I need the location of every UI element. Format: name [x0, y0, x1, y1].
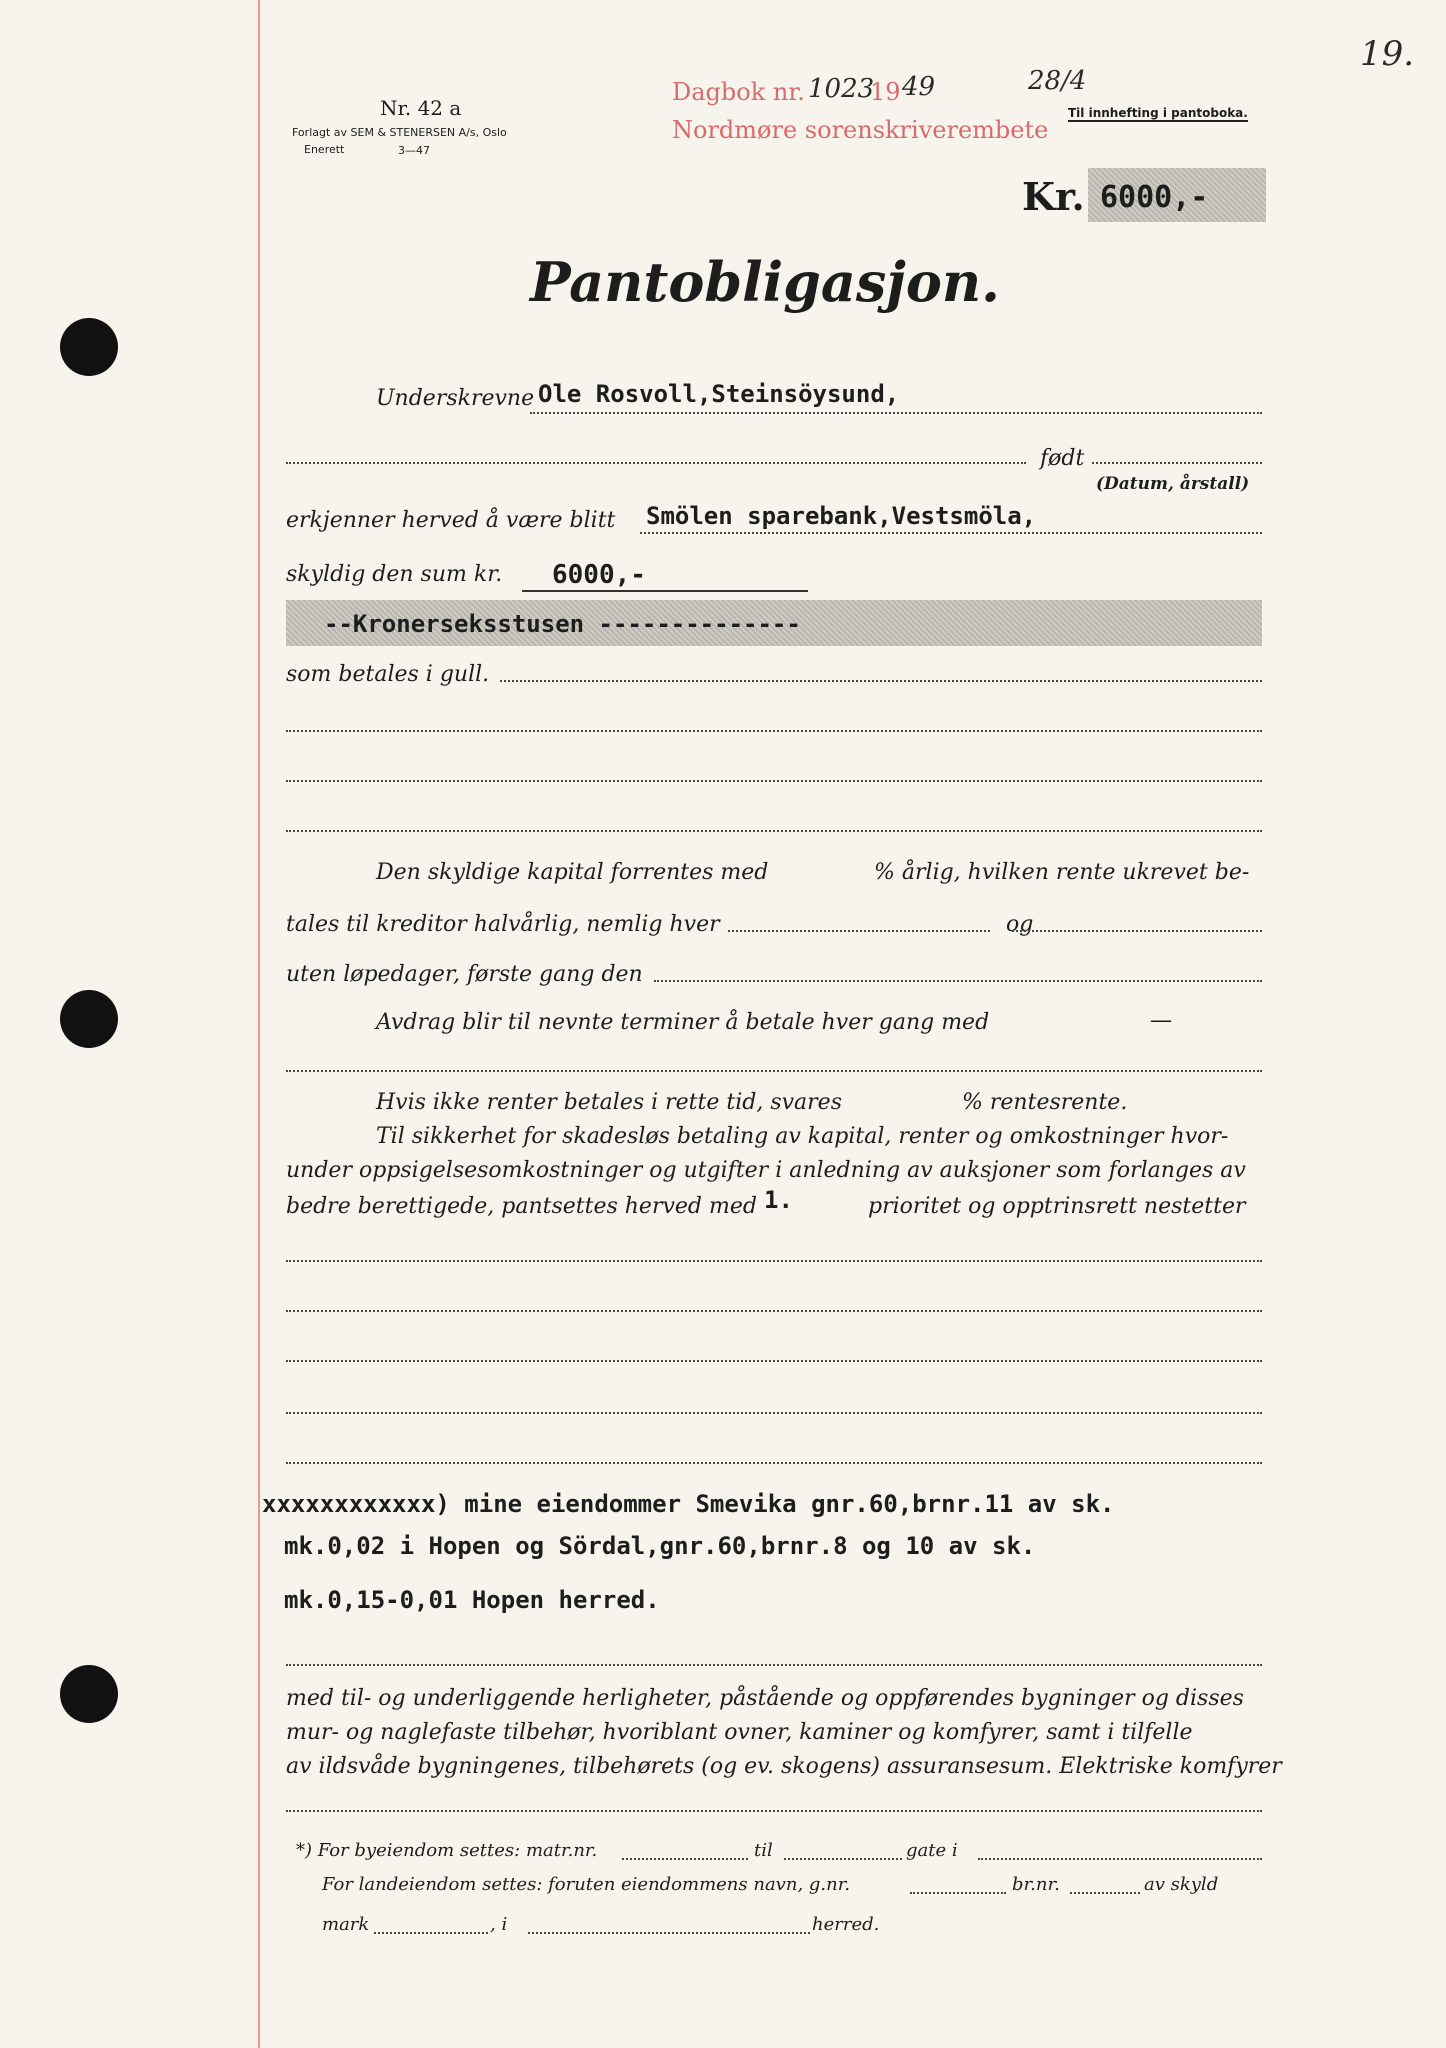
dotted-line [500, 680, 1262, 682]
rente-text: Den skyldige kapital forrentes med [376, 860, 769, 885]
sikkerhet-line-3b: prioritet og opptrinsrett nestetter [868, 1194, 1246, 1219]
dotted-line [978, 1858, 1262, 1860]
rentesrente-text: % rentesrente. [962, 1090, 1128, 1115]
og-text: og [1006, 912, 1034, 937]
publisher-enerett: Enerett [304, 143, 345, 156]
dotted-line [784, 1858, 902, 1860]
herlighet-line-2: mur- og naglefaste tilbehør, hvoriblant ovner, kaminer og komfyrer, samt i tilfelle [286, 1720, 1193, 1745]
dotted-line [286, 1310, 1262, 1312]
dotted-line [286, 1664, 1262, 1666]
dotted-line [1070, 1892, 1140, 1894]
halvarlig-text: tales til kreditor halvårlig, nemlig hver [286, 912, 720, 937]
dotted-line [728, 930, 990, 932]
footnote-line-1a: *) For byeiendom settes: matr.nr. [296, 1840, 598, 1861]
form-number: Nr. 42 a [380, 96, 462, 120]
fodt-label: født [1040, 446, 1085, 471]
skyldig-amount: 6000,- [552, 560, 646, 590]
dotted-line [374, 1932, 488, 1934]
avdrag-text: Avdrag blir til nevnte terminer å betale hver gang med [376, 1010, 990, 1035]
dotted-line [286, 1070, 1262, 1072]
dotted-line [286, 1462, 1262, 1464]
office-stamp: Nordmøre sorenskriverembete [672, 116, 1049, 144]
punch-hole-bottom [60, 1665, 118, 1723]
lopedager-text: uten løpedager, første gang den [286, 962, 643, 987]
herlighet-line-1: med til- og underliggende herligheter, påstående og oppførendes bygninger og disses [286, 1686, 1244, 1711]
dotted-line [286, 830, 1262, 832]
sikkerhet-line-1: Til sikkerhet for skadesløs betaling av kapital, renter og omkostninger hvor- [376, 1124, 1229, 1149]
margin-line [258, 0, 260, 2048]
year-printed: 19 [870, 78, 901, 106]
underskrevne-label: Underskrevne [376, 386, 535, 411]
footnote-line-3c: herred. [812, 1914, 880, 1935]
dotted-line [640, 532, 1262, 534]
publisher-line: Forlagt av SEM & STENERSEN A/s, Oslo [292, 126, 507, 139]
publisher-date: 3—47 [398, 144, 430, 157]
dotted-line [528, 1932, 810, 1934]
amount-underline [522, 590, 808, 592]
erkjenner-label: erkjenner herved å være blitt [286, 508, 616, 533]
dotted-line [286, 730, 1262, 732]
herlighet-line-3: av ildsvåde bygningenes, tilbehørets (og ev. skogens) assuransesum. Elektriske komfyrer [286, 1754, 1282, 1779]
dotted-line [286, 1260, 1262, 1262]
gull-label: som betales i gull. [286, 662, 490, 687]
dotted-line [286, 780, 1262, 782]
avdrag-value: — [1150, 1008, 1172, 1033]
dotted-line [910, 1892, 1006, 1894]
dotted-line [622, 1858, 748, 1860]
datum-label: (Datum, årstall) [1096, 474, 1250, 494]
dotted-line [1092, 462, 1262, 464]
dotted-line [286, 462, 1026, 464]
underskrevne-value: Ole Rosvoll,Steinsöysund, [538, 380, 900, 408]
rente-text-b: % årlig, hvilken rente ukrevet be- [874, 860, 1250, 885]
dagbok-label: Dagbok nr. [672, 78, 805, 106]
dagbok-number: 1023 [808, 74, 875, 104]
punch-hole-top [60, 318, 118, 376]
punch-hole-middle [60, 990, 118, 1048]
dotted-line [530, 412, 1262, 414]
priority-value: 1. [764, 1186, 793, 1214]
footnote-line-3b: , i [490, 1914, 508, 1935]
footnote-line-2c: av skyld [1144, 1874, 1219, 1895]
creditor-value: Smölen sparebank,Vestsmöla, [646, 502, 1037, 530]
kr-label: Kr. [1022, 174, 1085, 219]
footnote-line-2b: br.nr. [1012, 1874, 1060, 1895]
footnote-line-3a: mark [322, 1914, 370, 1935]
amount-words: --Kronerseksstusen -------------- [324, 610, 801, 638]
binding-note: Til innhefting i pantoboka. [1068, 106, 1248, 120]
property-line-3: mk.0,15-0,01 Hopen herred. [284, 1586, 660, 1614]
kr-amount: 6000,- [1100, 180, 1209, 215]
dotted-line [286, 1810, 1262, 1812]
sikkerhet-line-2: under oppsigelsesomkostninger og utgifter i anledning av auksjoner som forlanges av [286, 1158, 1246, 1183]
dotted-line [286, 1360, 1262, 1362]
property-line-2: mk.0,02 i Hopen og Sördal,gnr.60,brnr.8 og 10 av sk. [284, 1532, 1036, 1560]
sikkerhet-line-3: bedre berettigede, pantsettes herved med [286, 1194, 757, 1219]
footnote-line-1b: til [754, 1840, 773, 1861]
year-handwritten: 49 [902, 72, 936, 102]
dotted-line [1012, 930, 1262, 932]
property-line-1: xxxxxxxxxxxx) mine eiendommer Smevika gnr.60,brnr.11 av sk. [262, 1490, 1115, 1518]
footnote-line-2a: For landeiendom settes: foruten eiendommens navn, g.nr. [322, 1874, 851, 1895]
footnote-line-1c: gate i [906, 1840, 958, 1861]
skyldig-label: skyldig den sum kr. [286, 562, 503, 587]
dotted-line [654, 980, 1262, 982]
document-title: Pantobligasjon. [530, 250, 1000, 314]
page-number: 19. [1360, 34, 1415, 74]
dotted-line [286, 1412, 1262, 1414]
hvis-text: Hvis ikke renter betales i rette tid, svares [376, 1090, 842, 1115]
date-handwritten: 28/4 [1028, 66, 1087, 96]
